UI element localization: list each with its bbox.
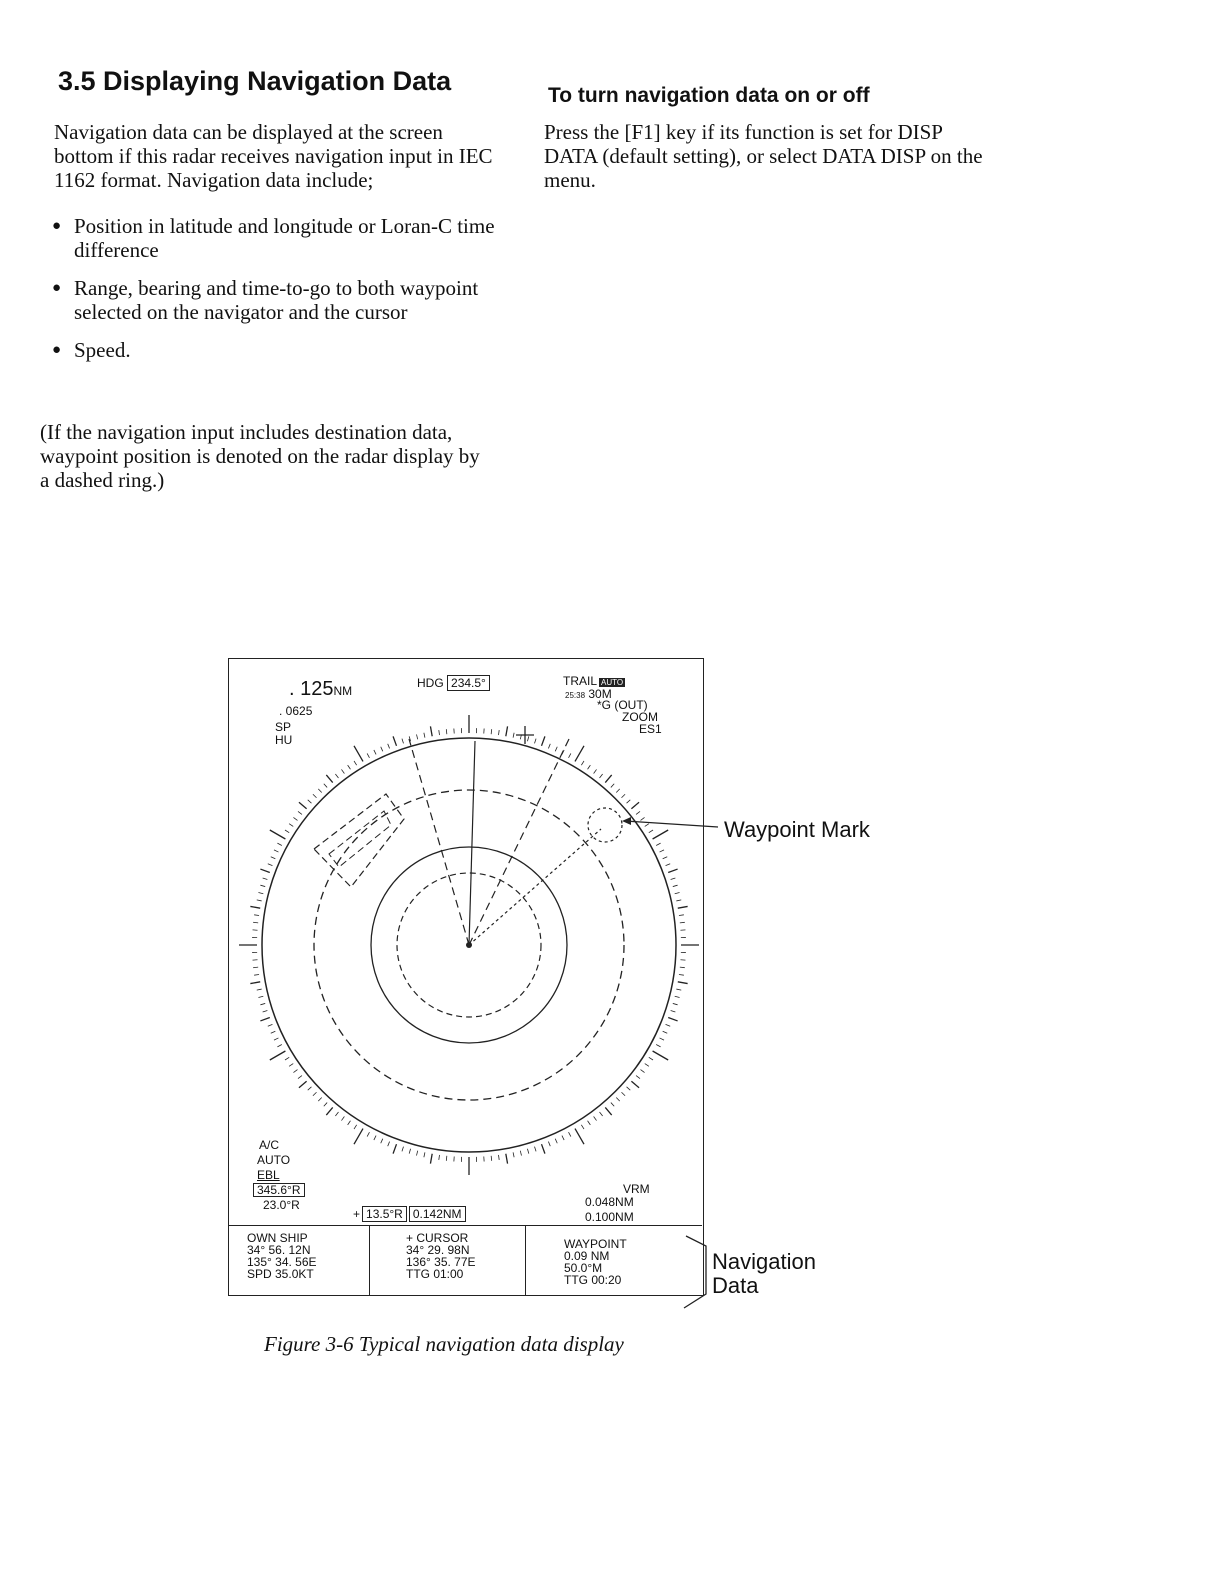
scale-tick (575, 746, 584, 762)
scale-tick (616, 789, 619, 793)
waypoint-cell: WAYPOINT 0.09 NM 50.0°M TTG 00:20 (525, 1226, 702, 1296)
heading-line (469, 741, 475, 945)
scale-tick (318, 1098, 321, 1102)
intro-paragraph: Navigation data can be displayed at the screen bottom if this radar receives navigation input in IEC 1162 format. Navigation data include; (54, 120, 493, 192)
scale-tick (393, 1144, 396, 1153)
cursor-readout: + 13.5°R 0.142NM (353, 1208, 466, 1220)
scale-tick (446, 1156, 447, 1161)
scale-tick (308, 800, 312, 803)
scale-tick (581, 1125, 584, 1129)
scale-tick (430, 1154, 432, 1164)
guard-zone (314, 794, 404, 887)
scale-tick (594, 1117, 597, 1121)
waypoint-leader (625, 821, 718, 827)
scale-tick (348, 1121, 351, 1125)
scale-tick (308, 1087, 312, 1090)
scale-tick (535, 1147, 537, 1152)
scale-tick (520, 1151, 521, 1156)
scale-tick (555, 747, 557, 752)
scale-tick (258, 996, 263, 997)
guard-zone-inner (329, 811, 391, 867)
data-label: Data (712, 1273, 759, 1298)
scale-tick (298, 1076, 302, 1079)
scale-tick (542, 736, 545, 745)
scale-tick (324, 784, 327, 788)
scale-tick (313, 1092, 317, 1095)
scale-tick (271, 857, 276, 859)
scale-tick (260, 885, 265, 886)
scale-tick (274, 850, 278, 852)
scale-tick (253, 967, 258, 968)
scale-tick (326, 1107, 332, 1115)
list-item: ● Position in latitude and longitude or Loran-C time difference (52, 214, 502, 262)
trail-readout: TRAIL AUTO (563, 674, 624, 688)
scale-tick (293, 817, 297, 820)
scale-tick (611, 784, 614, 788)
waypoint-bearing-line (469, 829, 601, 945)
scale-tick (263, 878, 268, 880)
scale-tick (588, 1121, 591, 1125)
scale-tick (260, 869, 269, 872)
scale-tick (569, 1132, 571, 1136)
ac-mode: AUTO (257, 1153, 291, 1167)
cursor-cell: + CURSOR 34° 29. 98N 136° 35. 77E TTG 01:00 (369, 1226, 525, 1296)
scale-tick (424, 1152, 425, 1157)
scale-tick (548, 744, 550, 749)
list-item: ● Speed. (52, 338, 502, 362)
scale-tick (439, 1155, 440, 1160)
hdg-readout: HDG 234.5° (417, 677, 490, 689)
waypoint-note: (If the navigation input includes destination data, waypoint position is denoted on the radar display by a dashed ring.) (40, 420, 480, 492)
scale-tick (270, 830, 286, 839)
scale-tick (285, 1057, 289, 1060)
navigation-label: Navigation (712, 1249, 816, 1274)
scale-tick (506, 726, 508, 736)
scale-tick (250, 906, 260, 908)
scale-tick (367, 1132, 369, 1136)
scale-tick (381, 747, 383, 752)
scale-tick (326, 775, 332, 783)
scale-tick (257, 900, 262, 901)
scale-tick (513, 733, 514, 738)
section-title: 3.5 Displaying Navigation Data (58, 66, 452, 96)
scale-tick (600, 774, 603, 778)
scale-tick (548, 1142, 550, 1147)
scale-tick (257, 989, 262, 990)
scale-tick (354, 746, 363, 762)
scale-tick (367, 753, 369, 757)
scale-tick (313, 794, 317, 797)
scale-tick (513, 1152, 514, 1157)
waypoint-mark-label: Waypoint Mark (724, 817, 870, 842)
scale-tick (335, 774, 338, 778)
own-ship-mark (466, 942, 472, 948)
scale-tick (335, 1112, 338, 1116)
ac-label: A/C (259, 1138, 280, 1152)
scale-tick (527, 1149, 528, 1154)
sp-label: SP (275, 720, 292, 734)
waypoint-arrowhead (622, 817, 631, 825)
scale-tick (293, 1070, 297, 1073)
scale-tick (527, 736, 528, 741)
scale-tick (535, 739, 537, 744)
scale-tick (393, 736, 396, 745)
scale-tick (499, 1155, 500, 1160)
scale-tick (491, 1156, 492, 1161)
scale-tick (374, 750, 376, 754)
ebl1-value: 345.6°R (253, 1183, 305, 1197)
scale-tick (594, 769, 597, 773)
list-item: ● Range, bearing and time-to-go to both waypoint selected on the navigator and the cursor (52, 276, 502, 324)
scale-tick (354, 761, 357, 765)
scale-tick (324, 1103, 327, 1107)
scale-tick (260, 1003, 265, 1004)
scale-tick (622, 794, 626, 797)
scale-tick (402, 739, 404, 744)
scale-tick (274, 1038, 278, 1040)
scale-tick (341, 1117, 344, 1121)
scale-tick (575, 1129, 584, 1145)
scale-tick (581, 761, 584, 765)
scale-tick (271, 1031, 276, 1033)
scale-tick (268, 1024, 273, 1026)
scale-tick (506, 1154, 508, 1164)
scale-tick (289, 1064, 293, 1067)
scale-tick (374, 1136, 376, 1140)
guard-status: *G (OUT) (597, 698, 648, 712)
cursor-mark (516, 726, 534, 744)
scale-tick (348, 765, 351, 769)
toggle-paragraph: Press the [F1] key if its function is set for DISP DATA (default setting), or select DATA DISP on the menu. (544, 120, 983, 192)
callout-lines (600, 800, 730, 1320)
scale-tick (588, 765, 591, 769)
scale-tick (354, 1125, 357, 1129)
scale-tick (430, 726, 432, 736)
scale-tick (253, 922, 258, 923)
vrm2-value: 0.100NM (585, 1210, 634, 1224)
scale-tick (499, 730, 500, 735)
scale-tick (258, 893, 263, 894)
ebl-line-1 (409, 739, 469, 945)
scale-tick (298, 811, 302, 814)
nav-data-bracket (684, 1236, 706, 1308)
scale-tick (605, 775, 611, 783)
scale-tick (402, 1147, 404, 1152)
own-ship-cell: OWN SHIP 34° 56. 12N 135° 34. 56E SPD 35.0KT (247, 1231, 317, 1281)
hu-label: HU (275, 733, 293, 747)
scale-tick (417, 734, 418, 739)
nav-data-list (52, 214, 502, 376)
scale-tick (277, 843, 281, 845)
scale-tick (289, 824, 293, 827)
vrm-label: VRM (623, 1182, 650, 1196)
scale-tick (381, 1139, 383, 1144)
scale-tick (270, 1051, 286, 1060)
scale-tick (409, 1149, 410, 1154)
scale-tick (250, 982, 260, 984)
scale-tick (439, 730, 440, 735)
scale-tick (417, 1151, 418, 1156)
scale-tick (268, 864, 273, 866)
scale-tick (354, 1129, 363, 1145)
ebl-label: EBL (257, 1168, 280, 1182)
range-value: . 125NM (289, 678, 353, 700)
scale-tick (555, 1139, 557, 1144)
scale-tick (277, 1045, 281, 1047)
scale-tick (318, 789, 321, 793)
scale-tick (299, 802, 307, 808)
scale-tick (562, 1136, 564, 1140)
trail-length: 25:38 30M (565, 687, 612, 701)
ebl2-value: 23.0°R (263, 1198, 300, 1212)
scale-tick (263, 1011, 268, 1013)
vrm1-value: 0.048NM (585, 1195, 634, 1209)
scale-tick (260, 1018, 269, 1021)
scale-tick (254, 915, 259, 916)
scale-tick (424, 733, 425, 738)
scale-tick (446, 729, 447, 734)
scale-tick (299, 1081, 307, 1087)
scale-tick (388, 1142, 390, 1147)
scale-tick (569, 753, 571, 757)
ring-interval: . 0625 (279, 704, 313, 718)
ebl-line-2 (469, 739, 569, 945)
figure-caption: Figure 3-6 Typical navigation data display (264, 1332, 624, 1356)
toggle-heading: To turn navigation data on or off (548, 84, 870, 107)
es-label: ES1 (639, 722, 662, 736)
scale-tick (388, 744, 390, 749)
scale-tick (254, 975, 259, 976)
scale-tick (285, 830, 289, 833)
scale-tick (491, 729, 492, 734)
scale-tick (542, 1144, 545, 1153)
scale-tick (341, 769, 344, 773)
zoom-label: ZOOM (622, 710, 658, 724)
